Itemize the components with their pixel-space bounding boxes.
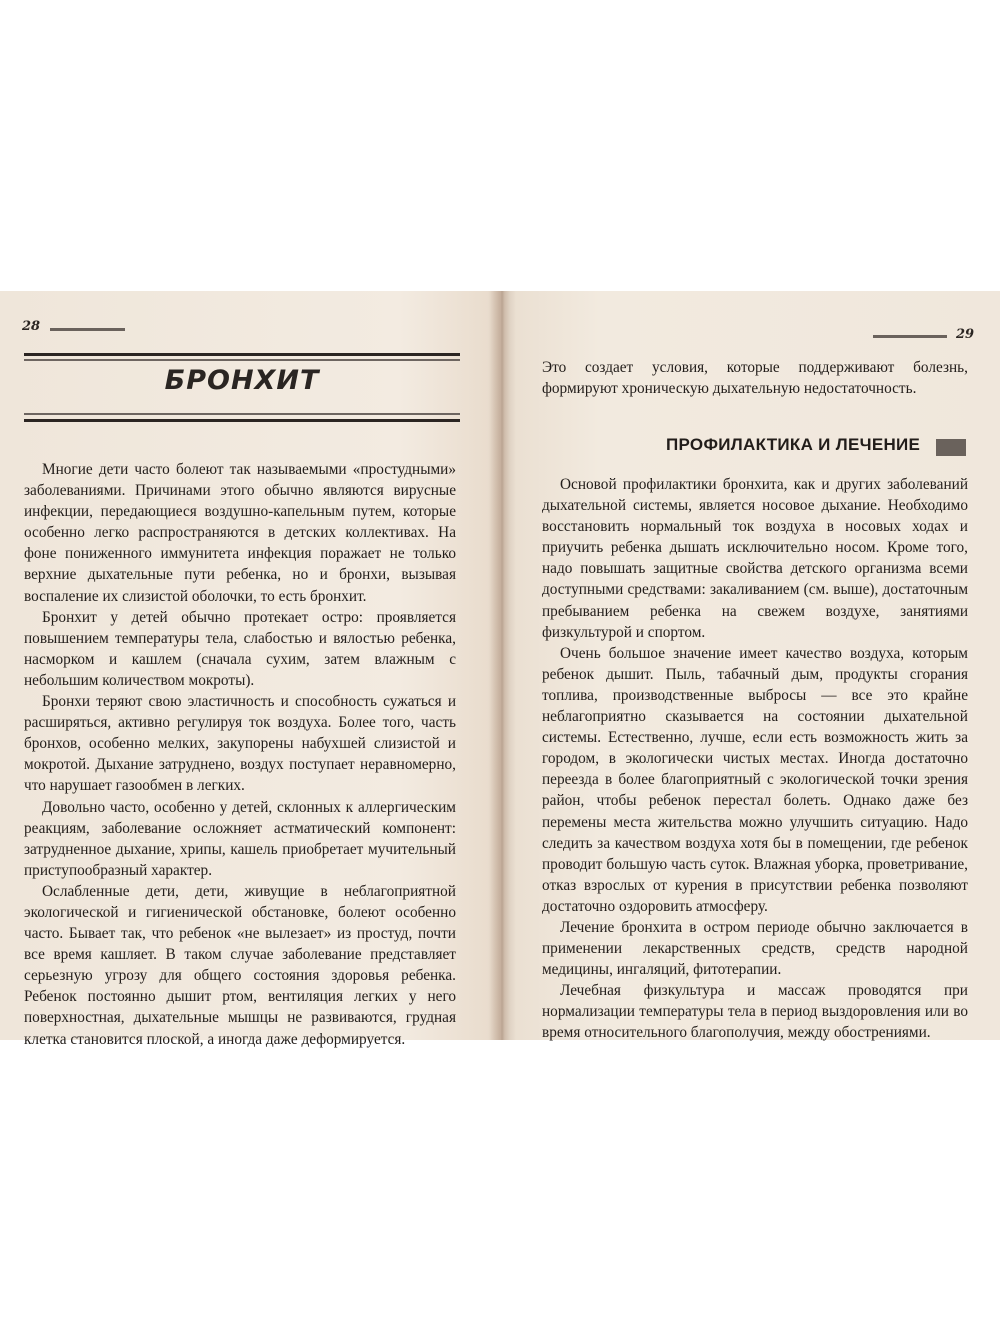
title-rule-bottom-thin [24,413,460,415]
paragraph: Лечебная физкультура и массаж проводятся при нормализации температуры тела в период выздоровления или во время относительного благополучия, между обострениями. [542,982,968,1042]
continuation-text [542,357,968,399]
chapter-title: БРОНХИТ [164,365,320,396]
paragraph: Это создает условия, которые поддерживают болезнь, формируют хроническую дыхательную недостаточность. [542,359,968,398]
paragraph: Лечение бронхита в остром периоде обычно заключается в применении лекарственных средств, средств народной медицины, ингаляций, фитотерапии. [542,918,968,979]
title-rule-bottom [24,419,460,422]
page-number-right: 29 [956,327,975,342]
title-rule-top-thin [24,359,460,361]
section-title: ПРОФИЛАКТИКА И ЛЕЧЕНИЕ [666,435,921,454]
right-page [510,291,1000,1040]
section-marker [936,439,966,456]
paragraph: Бронхи теряют свою эластичность и способность сужаться и расширяться, активно регулируя ток воздуха. Более того, часть бронхов, особенно мелких, закупорены набухшей слизистой и мокротой. Дыхание затруднено, воздух поступает неравномерно, что нарушает газообмен в легких. [24,693,456,795]
paragraph: Основой профилактики бронхита, как и других заболеваний дыхательной системы, является носовое дыхание. Необходимо восстановить нормальный ток воздуха в носовых ходах и приучить ребенка дышать исключительно носом. Кроме того, надо повышать защитные свойства детского организма всеми доступными средствами: закаливанием (см. выше), достаточным пребыванием ребенка на свежем воздухе, занятиями физкультурой и спортом. [542,476,968,641]
page-number-rule-right [873,335,947,338]
book-spread [0,291,1000,1048]
paragraph: Очень большое значение имеет качество воздуха, которым ребенок дышит. Пыль, табачный дым, продукты сгорания топлива, производственные выбросы — все это крайне неблагоприятно сказывается на состоянии дыхательной системы. Естественно, лучше, если есть возможность жить за городом, в экологически чистых местах. Иногда достаточно переезда в более благоприятный с экологической точки зрения район, чтобы ребенок перестал болеть. Однако даже без перемены места жительства можно улучшить ситуацию. Надо следить за качеством воздуха хотя бы в помещении, где ребенок проводит большую часть суток. Влажная уборка, проветривание, отказ взрослых от курения в присутствии ребенка позволяют достаточно оздоровить атмосферу. [542,644,968,915]
right-body-text [542,474,968,1044]
paragraph: Ослабленные дети, дети, живущие в неблагоприятной экологической и гигиенической обстановке, болеют особенно часто. Бывает так, что ребенок «не вылезает» из простуд, почти все время кашляет. В таком случае заболевание представляет серьезную угрозу для общего состояния здоровья ребенка. Ребенок постоянно дышит ртом, вентиляция легких у него поверхностная, дыхательные мышцы не развиваются, грудная клетка становится плоской, а иногда даже деформируется. [24,882,456,1048]
paragraph: Довольно часто, особенно у детей, склонных к аллергическим реакциям, заболевание осложняет астматический компонент: затрудненное дыхание, хрипы, кашель приобретает мучительный приступообразный характер. [24,798,456,879]
paragraph: Многие дети часто болеют так называемыми «простудными» заболеваниями. Причинами этого обычно являются вирусные инфекции, передающиеся воздушно-капельным путем, которые особенно легко распространяются в детских коллективах. На фоне пониженного иммунитета инфекция поражает не только верхние дыхательные пути ребенка, но и бронхи, вызывая воспаление их слизистой оболочки, то есть бронхит. [24,461,456,605]
left-body-text [24,459,456,1050]
paragraph: Бронхит у детей обычно протекает остро: проявляется повышением температуры тела, слабостью и вялостью ребенка, насморком и кашлем (сначала сухим, затем влажным с небольшим количеством мокроты). [24,608,456,689]
page-number-rule-left [50,328,125,331]
page-number-left: 28 [22,319,41,334]
title-rule-top [24,353,460,356]
left-page [0,291,490,1048]
